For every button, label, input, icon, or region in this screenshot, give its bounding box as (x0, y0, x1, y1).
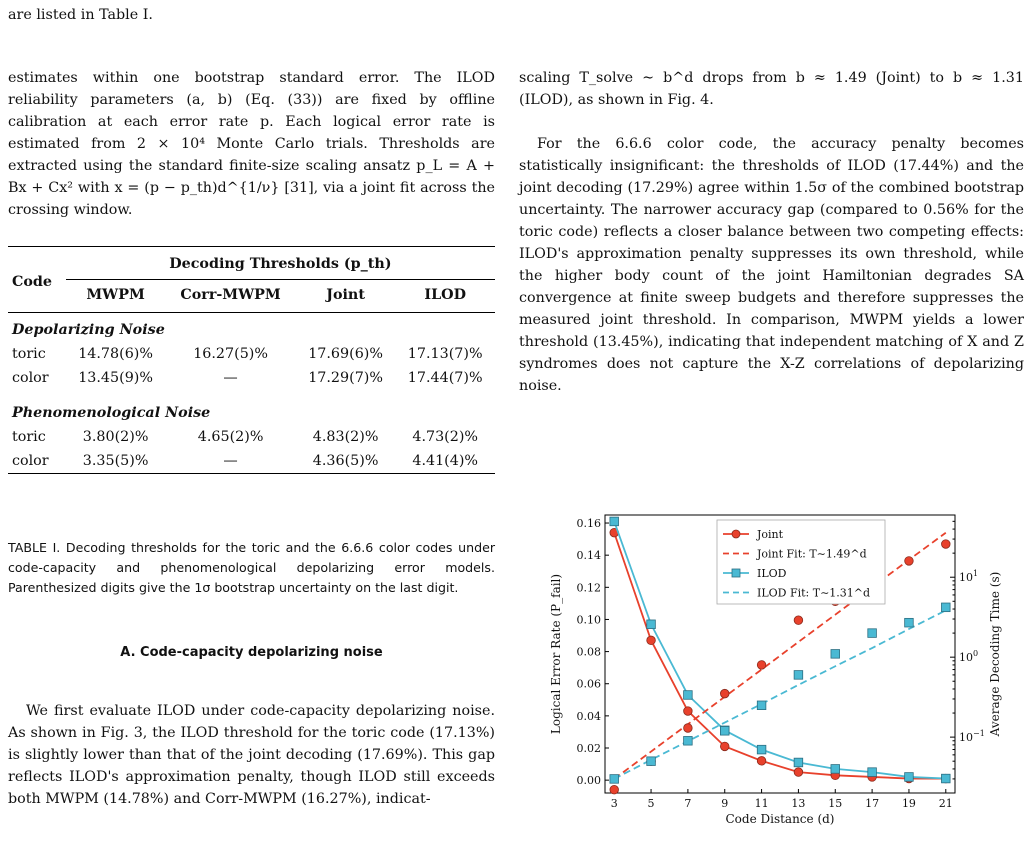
x-tick-label: 9 (721, 797, 729, 810)
y-tick-label: 0.00 (576, 774, 601, 788)
thresholds-table (8, 246, 495, 474)
section-title: Depolarizing Noise (12, 322, 165, 338)
table-cell: 4.73(2)% (412, 429, 479, 445)
section-title: Phenomenological Noise (12, 405, 211, 421)
data-point (757, 745, 766, 754)
data-point (868, 629, 877, 638)
section-heading: A. Code-capacity depolarizing noise (120, 645, 383, 660)
table-cell: 4.36(5)% (312, 453, 379, 469)
table-caption: TABLE I. Decoding thresholds for the toric and the 6.6.6 color codes under code-capacity and phenomenological depolarizing error models. Parenthesized digits give the 1σ bootstrap uncertainty on the last digit. (8, 540, 495, 595)
data-point (941, 540, 950, 549)
x-tick-label: 11 (754, 797, 769, 810)
x-tick-label: 19 (901, 797, 916, 810)
y2-tick-label: $10^1$ (959, 569, 979, 585)
data-point (647, 757, 656, 766)
left-paragraph-2: We first evaluate ILOD under code-capacity depolarizing noise. As shown in Fig. 3, the ILOD threshold for the toric code (17.13%) is slightly lower than that of the joint decoding (17.69%). This gap reflects ILOD's approximation penalty, though ILOD still exceeds both MWPM (14.78%) and Corr-MWPM (16.27%), indicat- (8, 703, 495, 807)
table-cell: 17.44(7)% (407, 370, 483, 386)
y2-tick-label: $10^0$ (959, 649, 979, 665)
data-point (794, 768, 803, 777)
data-point (647, 636, 656, 645)
data-point (905, 557, 914, 566)
table-cell: — (223, 370, 238, 386)
right-paragraph-1: scaling T_solve ∼ b^d drops from b ≈ 1.49 (Joint) to b ≈ 1.31 (ILOD), as shown in Fig. 4. (519, 70, 1024, 108)
data-point (720, 726, 729, 735)
y-tick-label: 0.02 (576, 742, 601, 756)
col-header-mwpm: MWPM (86, 287, 145, 303)
table-cell: 3.35(5)% (82, 453, 149, 469)
decoding-chart (542, 506, 1012, 836)
x-tick-label: 17 (865, 797, 880, 810)
data-point (684, 691, 693, 700)
right-paragraph-2: For the 6.6.6 color code, the accuracy penalty becomes statistically insignificant: the thresholds of ILOD (17.44%) and the joint decoding (17.29%) agree within 1.5σ of the combined bootstrap uncertainty. The narrower accuracy gap (compared to 0.56% for the toric code) reflects a closer balance between two competing effects: ILOD's approximation penalty suppresses its own threshold, while the higher body count of the joint Hamiltonian degrades SA convergence at finite sweep budgets and therefore suppresses the measured joint threshold. In comparison, MWPM yields a lower threshold (13.45%), indicating that independent matching of X and Z syndromes does not capture the X-Z correlations of depolarizing noise. (519, 136, 1024, 394)
col-header-joint: Joint (326, 287, 365, 303)
legend-marker (732, 569, 740, 577)
data-point (610, 517, 619, 526)
table-cell: 17.69(6)% (308, 346, 383, 362)
legend-marker (732, 530, 740, 538)
y-tick-label: 0.10 (576, 613, 601, 627)
table-row (8, 366, 495, 390)
top-fragment: are listed in Table I. (8, 7, 153, 23)
data-point (794, 758, 803, 767)
table-cell: 16.27(5)% (193, 346, 268, 362)
x-axis-label: Code Distance (d) (725, 812, 835, 826)
col-header-corr-mwpm: Corr-MWPM (180, 287, 281, 303)
data-point (684, 724, 693, 733)
y-tick-label: 0.08 (576, 645, 601, 659)
data-point (757, 757, 766, 766)
group-header: Decoding Thresholds (p_th) (66, 247, 495, 280)
table-row (8, 449, 495, 474)
table-cell: 17.29(7)% (308, 370, 383, 386)
table-cell: 4.65(2)% (197, 429, 264, 445)
y2-axis-label: Average Decoding Time (s) (988, 571, 1002, 737)
table-cell: — (223, 453, 238, 469)
x-tick-label: 13 (791, 797, 806, 810)
data-point (757, 661, 766, 670)
row-code: toric (12, 429, 46, 445)
data-point (831, 650, 840, 659)
legend-label: ILOD Fit: T∼1.31^d (757, 586, 871, 600)
data-point (610, 785, 619, 794)
table-cell: 13.45(9)% (78, 370, 153, 386)
data-point (610, 775, 619, 784)
left-paragraph-1: estimates within one bootstrap standard error. The ILOD reliability parameters (a, b) (Eq. (33)) are fixed by offline calibration at each error rate p. Each logical error rate is estimated from 2 × 10⁴ Monte Carlo trials. Thresholds are extracted using the standard finite-size scaling ansatz p_L = A + Bx + Cx² with x = (p − p_th)d^{1/ν} [31], via a joint fit across the crossing window. (8, 70, 495, 218)
data-point (720, 689, 729, 698)
data-point (720, 742, 729, 751)
x-tick-label: 15 (828, 797, 843, 810)
legend-label: Joint Fit: T∼1.49^d (757, 547, 867, 561)
data-point (794, 671, 803, 680)
y-axis-label: Logical Error Rate (P_fail) (549, 573, 563, 735)
data-point (684, 736, 693, 745)
table-row (8, 342, 495, 366)
y-tick-label: 0.06 (576, 677, 601, 691)
legend-label: Joint (757, 528, 784, 541)
x-tick-label: 3 (610, 797, 618, 810)
legend-label: ILOD (757, 567, 787, 580)
code-header: Code (12, 274, 53, 290)
data-point (647, 620, 656, 629)
data-point (757, 701, 766, 710)
data-point (941, 603, 950, 612)
x-tick-label: 7 (684, 797, 692, 810)
y2-tick-label: $10^{-1}$ (959, 729, 985, 745)
table-cell: 3.80(2)% (82, 429, 149, 445)
row-code: color (12, 370, 49, 386)
y-tick-label: 0.16 (576, 517, 601, 531)
data-point (905, 773, 914, 782)
series-line (614, 610, 946, 779)
data-point (868, 768, 877, 777)
data-point (684, 707, 693, 716)
row-code: toric (12, 346, 46, 362)
y-tick-label: 0.12 (576, 581, 601, 595)
data-point (794, 616, 803, 625)
data-point (905, 618, 914, 627)
table-cell: 4.41(4)% (412, 453, 479, 469)
row-code: color (12, 453, 49, 469)
x-tick-label: 21 (938, 797, 953, 810)
x-tick-label: 5 (647, 797, 655, 810)
col-header-ilod: ILOD (424, 287, 466, 303)
y-tick-label: 0.14 (576, 549, 601, 563)
data-point (941, 774, 950, 783)
data-point (831, 765, 840, 774)
table-cell: 17.13(7)% (407, 346, 483, 362)
table-cell: 4.83(2)% (312, 429, 379, 445)
table-cell: 14.78(6)% (78, 346, 153, 362)
y-tick-label: 0.04 (576, 709, 601, 723)
table-row (8, 425, 495, 449)
